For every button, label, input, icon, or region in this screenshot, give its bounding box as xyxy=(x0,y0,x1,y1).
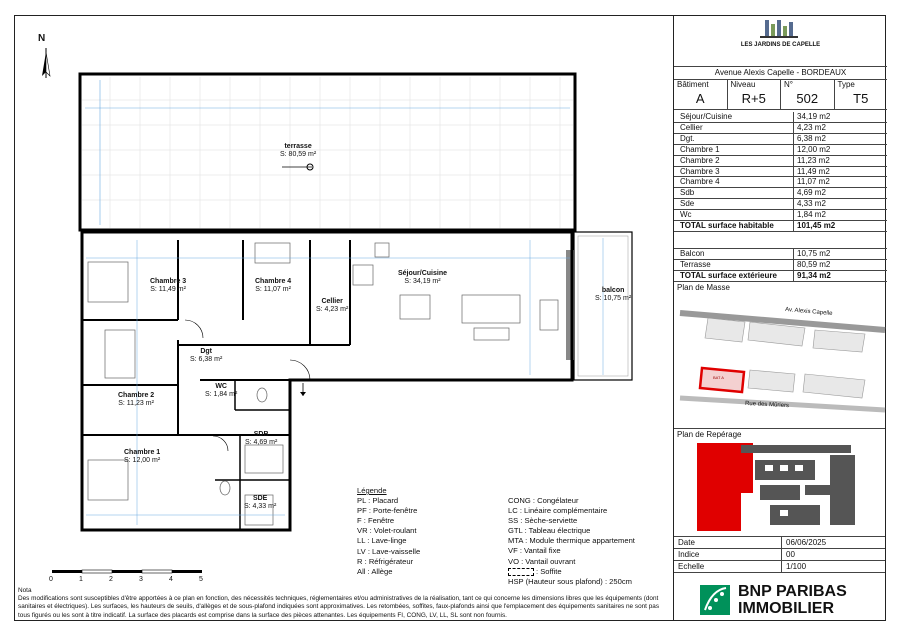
legend-item: VF : Vantail fixe xyxy=(508,546,561,556)
scale-tick: 3 xyxy=(139,576,143,583)
room-cellier xyxy=(316,298,348,314)
room-area: S: 11,49 m² xyxy=(150,286,186,293)
room-name: Dgt xyxy=(200,348,212,355)
terrasse-area xyxy=(80,74,575,230)
room-name: SDE xyxy=(252,495,268,502)
total-value: 91,34 m2 xyxy=(797,270,831,280)
legend-title: Légende xyxy=(357,486,387,495)
surface-label: Wc xyxy=(674,210,794,220)
exterior-row xyxy=(674,260,887,271)
meta-row xyxy=(674,549,885,561)
header-niveau: Niveau xyxy=(728,80,782,89)
legend-item: VR : Volet-roulant xyxy=(357,526,417,536)
surface-label: Chambre 4 xyxy=(674,177,794,187)
surface-label: Cellier xyxy=(674,123,794,133)
room-chambre3 xyxy=(150,278,186,294)
exterior-row xyxy=(674,249,887,260)
legend-item: SS : Sèche-serviette xyxy=(508,516,578,526)
street-label: Rue des Mûriers xyxy=(744,400,790,410)
note-text: Des modifications sont susceptibles d'être apportées à ce plan en fonction, des nécessités techniques, réglementaires et/ou administratives de la réalisation, tant ce qui concerne les dimensions libres que les équipements (dont sanitaires et électriques). Les surfaces, les hauteurs de seuils, d'allèges et de sous-plafond indiquées sont approximatives. Les retombées, soffites, faux-plafonds ainsi que l'emplacement des équipements sanitaires ne sont pas tous figurés ou les sont à titre indicatif. La surface des placards est comprise dans la surface des pièces attenantes. Les équipements FI, CONG, LV, LL, SL sont non fournis. xyxy=(18,595,660,619)
room-sejour xyxy=(398,270,447,286)
meta-row xyxy=(674,561,885,573)
plan-de-reperage-title: Plan de Repérage xyxy=(674,428,885,440)
scale-tick: 2 xyxy=(109,576,113,583)
bank-name xyxy=(738,583,847,617)
room-wc xyxy=(205,383,237,399)
legend-item: F : Fenêtre xyxy=(357,516,395,526)
surface-row xyxy=(674,112,887,123)
meta-value: 06/06/2025 xyxy=(786,538,827,547)
legend-item: MTA : Module thermique appartement xyxy=(508,536,635,546)
surface-row xyxy=(674,123,887,134)
legend-item: LV : Lave-vaisselle xyxy=(357,546,421,556)
building-values xyxy=(674,89,887,110)
room-area: S: 80,59 m² xyxy=(280,151,317,158)
surface-label: Chambre 3 xyxy=(674,167,794,177)
soffite-icon xyxy=(508,568,534,576)
room-area: S: 4,33 m² xyxy=(244,503,277,510)
room-area: S: 11,23 m² xyxy=(118,400,154,407)
surface-value: 4,69 m2 xyxy=(797,188,826,198)
legend-item-text: : Soffite xyxy=(536,566,562,576)
room-name: SDB xyxy=(253,431,269,438)
legend-right xyxy=(508,496,635,587)
surface-value: 1,84 m2 xyxy=(797,210,826,220)
surface-label: Chambre 1 xyxy=(674,145,794,155)
legend-item: PL : Placard xyxy=(357,496,399,506)
room-area: S: 4,23 m² xyxy=(316,306,349,313)
balcon-area xyxy=(566,232,632,380)
scale-tick: 0 xyxy=(49,576,53,583)
legend-item xyxy=(508,567,635,577)
room-name: Chambre 1 xyxy=(124,449,161,456)
legend-item: LL : Lave-linge xyxy=(357,536,407,546)
scale-bar xyxy=(52,570,202,573)
surface-value: 11,07 m2 xyxy=(797,177,830,187)
meta-row xyxy=(674,537,885,549)
scale-tick: 5 xyxy=(199,576,203,583)
north-arrow-icon xyxy=(42,48,50,78)
surfaces-table xyxy=(674,112,887,232)
room-name: Chambre 3 xyxy=(150,278,187,285)
legend-item: PF : Porte-fenêtre xyxy=(357,506,418,516)
building-headers xyxy=(674,80,887,89)
room-name: WC xyxy=(215,383,227,390)
total-label: TOTAL surface habitable xyxy=(674,221,794,231)
note-title: Nota xyxy=(18,587,32,594)
legend-item: HSP (Hauteur sous plafond) : 250cm xyxy=(508,576,632,586)
legend-item: GTL : Tableau électrique xyxy=(508,526,591,536)
surface-row xyxy=(674,167,887,178)
exterior-label: Terrasse xyxy=(674,260,794,270)
legend-item: VO : Vantail ouvrant xyxy=(508,556,576,566)
value-niveau: R+5 xyxy=(728,89,782,109)
meta-value: 1/100 xyxy=(786,562,807,571)
room-name: Séjour/Cuisine xyxy=(398,270,448,277)
meta-label: Echelle xyxy=(674,561,782,572)
room-terrasse xyxy=(280,143,316,159)
room-sde xyxy=(244,495,276,511)
value-numero: 502 xyxy=(781,89,835,109)
scale-tick: 4 xyxy=(169,576,173,583)
room-area: S: 1,84 m² xyxy=(205,391,238,398)
room-name: terrasse xyxy=(284,143,312,150)
surface-value: 11,23 m2 xyxy=(797,155,830,165)
meta-value: 00 xyxy=(786,550,795,559)
surface-row xyxy=(674,156,887,167)
header-batiment: Bâtiment xyxy=(674,80,728,89)
exterior-label: Balcon xyxy=(674,249,794,259)
surface-label: Sdb xyxy=(674,188,794,198)
room-area: S: 12,00 m² xyxy=(124,457,161,464)
legend-item: LC : Linéaire complémentaire xyxy=(508,506,608,516)
room-chambre1 xyxy=(124,449,160,465)
total-exterior-row xyxy=(674,271,887,282)
room-name: Chambre 4 xyxy=(255,278,292,285)
meta-label: Indice xyxy=(674,549,782,560)
surface-row xyxy=(674,199,887,210)
legend-item: R : Réfrigérateur xyxy=(357,556,414,566)
legend-left xyxy=(357,486,420,577)
meta-table xyxy=(674,536,885,573)
room-area: S: 10,75 m² xyxy=(595,295,632,302)
scale-tick: 1 xyxy=(79,576,83,583)
plan-de-masse-title: Plan de Masse xyxy=(677,282,730,292)
surface-value: 11,49 m2 xyxy=(797,166,830,176)
room-name: Cellier xyxy=(321,298,343,305)
meta-label: Date xyxy=(674,537,782,548)
apartment-walls xyxy=(82,232,572,530)
surface-row xyxy=(674,177,887,188)
surface-label: Sde xyxy=(674,199,794,209)
street-label: Av. Alexis Capelle xyxy=(784,306,833,318)
total-habitable-row xyxy=(674,221,887,232)
total-value: 101,45 m2 xyxy=(797,221,836,231)
room-chambre2 xyxy=(118,392,154,408)
room-name: balcon xyxy=(601,287,625,294)
legend-item: CONG : Congélateur xyxy=(508,496,579,505)
room-area: S: 11,07 m² xyxy=(255,286,291,293)
building-a-label: BAT A xyxy=(713,375,724,380)
room-sdb xyxy=(245,431,277,447)
room-area: S: 4,69 m² xyxy=(245,439,278,446)
value-batiment: A xyxy=(674,89,728,109)
surface-label: Dgt. xyxy=(674,134,794,144)
surface-row xyxy=(674,134,887,145)
address: Avenue Alexis Capelle - BORDEAUX xyxy=(674,66,887,80)
surface-value: 6,38 m2 xyxy=(797,133,826,143)
exterior-table xyxy=(674,248,887,282)
bank-line2: IMMOBILIER xyxy=(738,600,834,617)
room-name: Chambre 2 xyxy=(118,392,155,399)
header-numero: N° xyxy=(781,80,835,89)
legend-item: All : Allège xyxy=(357,566,393,576)
surface-value: 34,19 m2 xyxy=(797,112,831,121)
surface-label: Chambre 2 xyxy=(674,156,794,166)
surface-row xyxy=(674,210,887,221)
bank-line1: BNP PARIBAS xyxy=(738,583,847,600)
surface-row xyxy=(674,145,887,156)
surface-value: 12,00 m2 xyxy=(797,144,831,154)
room-area: S: 34,19 m² xyxy=(404,278,441,285)
exterior-value: 10,75 m2 xyxy=(797,248,831,258)
info-panel xyxy=(673,15,887,621)
surface-row xyxy=(674,188,887,199)
note xyxy=(18,587,668,620)
exterior-value: 80,59 m2 xyxy=(797,259,831,269)
total-label: TOTAL surface extérieure xyxy=(674,271,794,281)
room-area: S: 6,38 m² xyxy=(190,356,223,363)
room-chambre4 xyxy=(255,278,291,294)
north-label: N xyxy=(38,33,46,44)
surface-value: 4,23 m2 xyxy=(797,122,826,132)
surface-label: Séjour/Cuisine xyxy=(674,112,794,122)
room-dgt xyxy=(190,348,222,364)
header-type: Type xyxy=(837,80,855,89)
room-balcon xyxy=(595,287,631,303)
brand-name: LES JARDINS DE CAPELLE xyxy=(740,42,821,48)
surface-value: 4,33 m2 xyxy=(797,199,826,209)
value-type: T5 xyxy=(853,91,869,106)
